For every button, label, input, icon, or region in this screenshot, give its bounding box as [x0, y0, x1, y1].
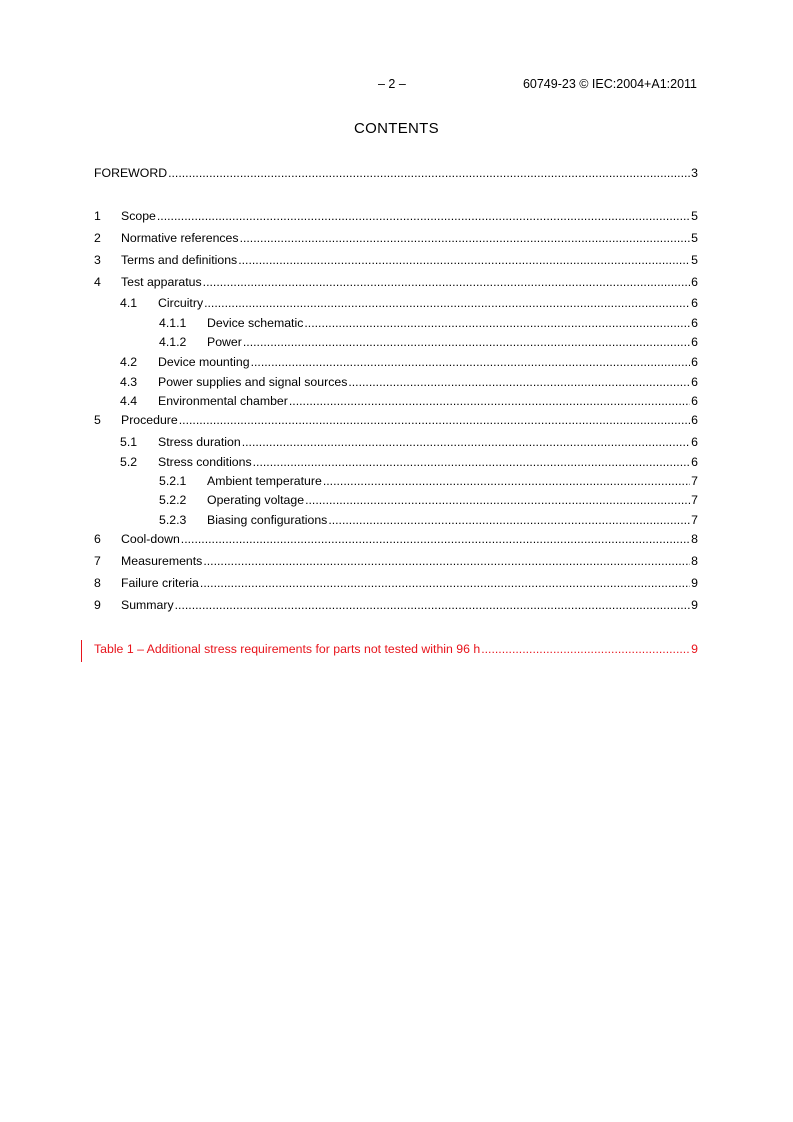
toc-entry-title: Device mounting: [158, 355, 250, 369]
toc-entry-title: Stress duration: [158, 435, 241, 449]
toc-entry-5-2-1[interactable]: [159, 474, 698, 490]
toc-entry-9[interactable]: [94, 598, 698, 614]
toc-entry-number: 5.1: [120, 435, 138, 449]
toc-entry-number: 4.4: [120, 394, 138, 408]
toc-leader-dots: [179, 413, 690, 427]
toc-entry-page: 7: [691, 474, 698, 488]
toc-entry-page: 9: [691, 642, 698, 656]
toc-entry-title: Operating voltage: [207, 493, 305, 507]
toc-leader-dots: [200, 576, 690, 590]
toc-leader-dots: [240, 231, 691, 245]
toc-entry-page: 6: [691, 375, 698, 389]
toc-entry-5-2[interactable]: [120, 455, 698, 471]
toc-entry-title: Summary: [121, 598, 174, 612]
page-number: – 2 –: [378, 77, 406, 91]
toc-entry-page: 6: [691, 275, 698, 289]
toc-leader-dots: [348, 375, 690, 389]
toc-leader-dots: [203, 275, 690, 289]
toc-entry-1[interactable]: [94, 209, 698, 225]
toc-leader-dots: [204, 296, 690, 310]
toc-leader-dots: [203, 554, 690, 568]
toc-entry-page: 7: [691, 493, 698, 507]
toc-entry-title: Normative references: [121, 231, 239, 245]
toc-entry-number: 5.2.3: [159, 513, 187, 527]
toc-entry-foreword[interactable]: [94, 166, 698, 182]
toc-entry-2[interactable]: [94, 231, 698, 247]
toc-entry-5-1[interactable]: [120, 435, 698, 451]
toc-leader-dots: [243, 335, 690, 349]
amendment-change-bar: [81, 640, 82, 662]
toc-entry-page: 6: [691, 355, 698, 369]
toc-entry-4[interactable]: [94, 275, 698, 291]
toc-entry-4-4[interactable]: [120, 394, 698, 410]
toc-entry-page: 3: [691, 166, 698, 180]
toc-entry-number: 4: [94, 275, 101, 289]
toc-entry-title: Ambient temperature: [207, 474, 322, 488]
toc-entry-5[interactable]: [94, 413, 698, 429]
toc-entry-5-2-2[interactable]: [159, 493, 698, 509]
toc-entry-number: 5.2: [120, 455, 138, 469]
toc-entry-page: 7: [691, 513, 698, 527]
toc-entry-title: Table 1 – Additional stress requirements for parts not tested within 96 h: [94, 642, 481, 656]
toc-entry-page: 6: [691, 335, 698, 349]
toc-entry-title: Power: [207, 335, 242, 349]
toc-leader-dots: [305, 493, 690, 507]
toc-entry-page: 9: [691, 598, 698, 612]
toc-entry-table-1[interactable]: [94, 642, 698, 658]
toc-entry-3[interactable]: [94, 253, 698, 269]
toc-entry-title: Biasing configurations: [207, 513, 328, 527]
toc-entry-page: 6: [691, 413, 698, 427]
toc-entry-4-2[interactable]: [120, 355, 698, 371]
toc-leader-dots: [168, 166, 690, 180]
toc-entry-4-3[interactable]: [120, 375, 698, 391]
toc-entry-title: Terms and definitions: [121, 253, 238, 267]
standard-reference: 60749-23 © IEC:2004+A1:2011: [522, 77, 697, 91]
toc-entry-number: 4.1.2: [159, 335, 187, 349]
toc-entry-page: 6: [691, 455, 698, 469]
toc-leader-dots: [181, 532, 690, 546]
toc-entry-4-1[interactable]: [120, 296, 698, 312]
toc-entry-5-2-3[interactable]: [159, 513, 698, 529]
toc-entry-number: 5: [94, 413, 101, 427]
toc-entry-title: Power supplies and signal sources: [158, 375, 348, 389]
toc-leader-dots: [253, 455, 691, 469]
toc-entry-page: 5: [691, 253, 698, 267]
toc-entry-6[interactable]: [94, 532, 698, 548]
toc-entry-title: Test apparatus: [121, 275, 202, 289]
toc-entry-title: Cool-down: [121, 532, 180, 546]
toc-entry-number: 6: [94, 532, 101, 546]
toc-entry-page: 5: [691, 209, 698, 223]
toc-entry-number: 4.1: [120, 296, 138, 310]
toc-entry-page: 6: [691, 394, 698, 408]
toc-leader-dots: [289, 394, 690, 408]
toc-leader-dots: [328, 513, 690, 527]
toc-entry-title: FOREWORD: [94, 166, 168, 180]
toc-entry-number: 5.2.1: [159, 474, 187, 488]
toc-entry-number: 4.2: [120, 355, 138, 369]
toc-leader-dots: [157, 209, 690, 223]
toc-entry-page: 8: [691, 554, 698, 568]
toc-leader-dots: [251, 355, 691, 369]
toc-leader-dots: [304, 316, 690, 330]
toc-entry-title: Measurements: [121, 554, 203, 568]
toc-entry-title: Circuitry: [158, 296, 204, 310]
toc-leader-dots: [238, 253, 690, 267]
toc-entry-4-1-1[interactable]: [159, 316, 698, 332]
toc-entry-number: 1: [94, 209, 101, 223]
toc-entry-number: 9: [94, 598, 101, 612]
toc-entry-page: 9: [691, 576, 698, 590]
toc-entry-title: Failure criteria: [121, 576, 199, 590]
toc-entry-number: 8: [94, 576, 101, 590]
page-title: CONTENTS: [354, 120, 439, 137]
toc-leader-dots: [175, 598, 691, 612]
toc-entry-title: Scope: [121, 209, 156, 223]
toc-entry-4-1-2[interactable]: [159, 335, 698, 351]
toc-entry-number: 2: [94, 231, 101, 245]
toc-entry-page: 5: [691, 231, 698, 245]
toc-entry-page: 6: [691, 435, 698, 449]
toc-entry-page: 8: [691, 532, 698, 546]
toc-leader-dots: [323, 474, 690, 488]
toc-entry-page: 6: [691, 296, 698, 310]
toc-entry-number: 4.3: [120, 375, 138, 389]
toc-leader-dots: [242, 435, 690, 449]
toc-entry-number: 5.2.2: [159, 493, 187, 507]
toc-entry-number: 4.1.1: [159, 316, 187, 330]
toc-leader-dots: [481, 642, 690, 656]
toc-entry-7[interactable]: [94, 554, 698, 570]
toc-entry-title: Environmental chamber: [158, 394, 288, 408]
toc-entry-number: 3: [94, 253, 101, 267]
toc-entry-8[interactable]: [94, 576, 698, 592]
toc-entry-title: Device schematic: [207, 316, 304, 330]
toc-entry-number: 7: [94, 554, 101, 568]
toc-entry-page: 6: [691, 316, 698, 330]
toc-entry-title: Procedure: [121, 413, 178, 427]
toc-entry-title: Stress conditions: [158, 455, 252, 469]
